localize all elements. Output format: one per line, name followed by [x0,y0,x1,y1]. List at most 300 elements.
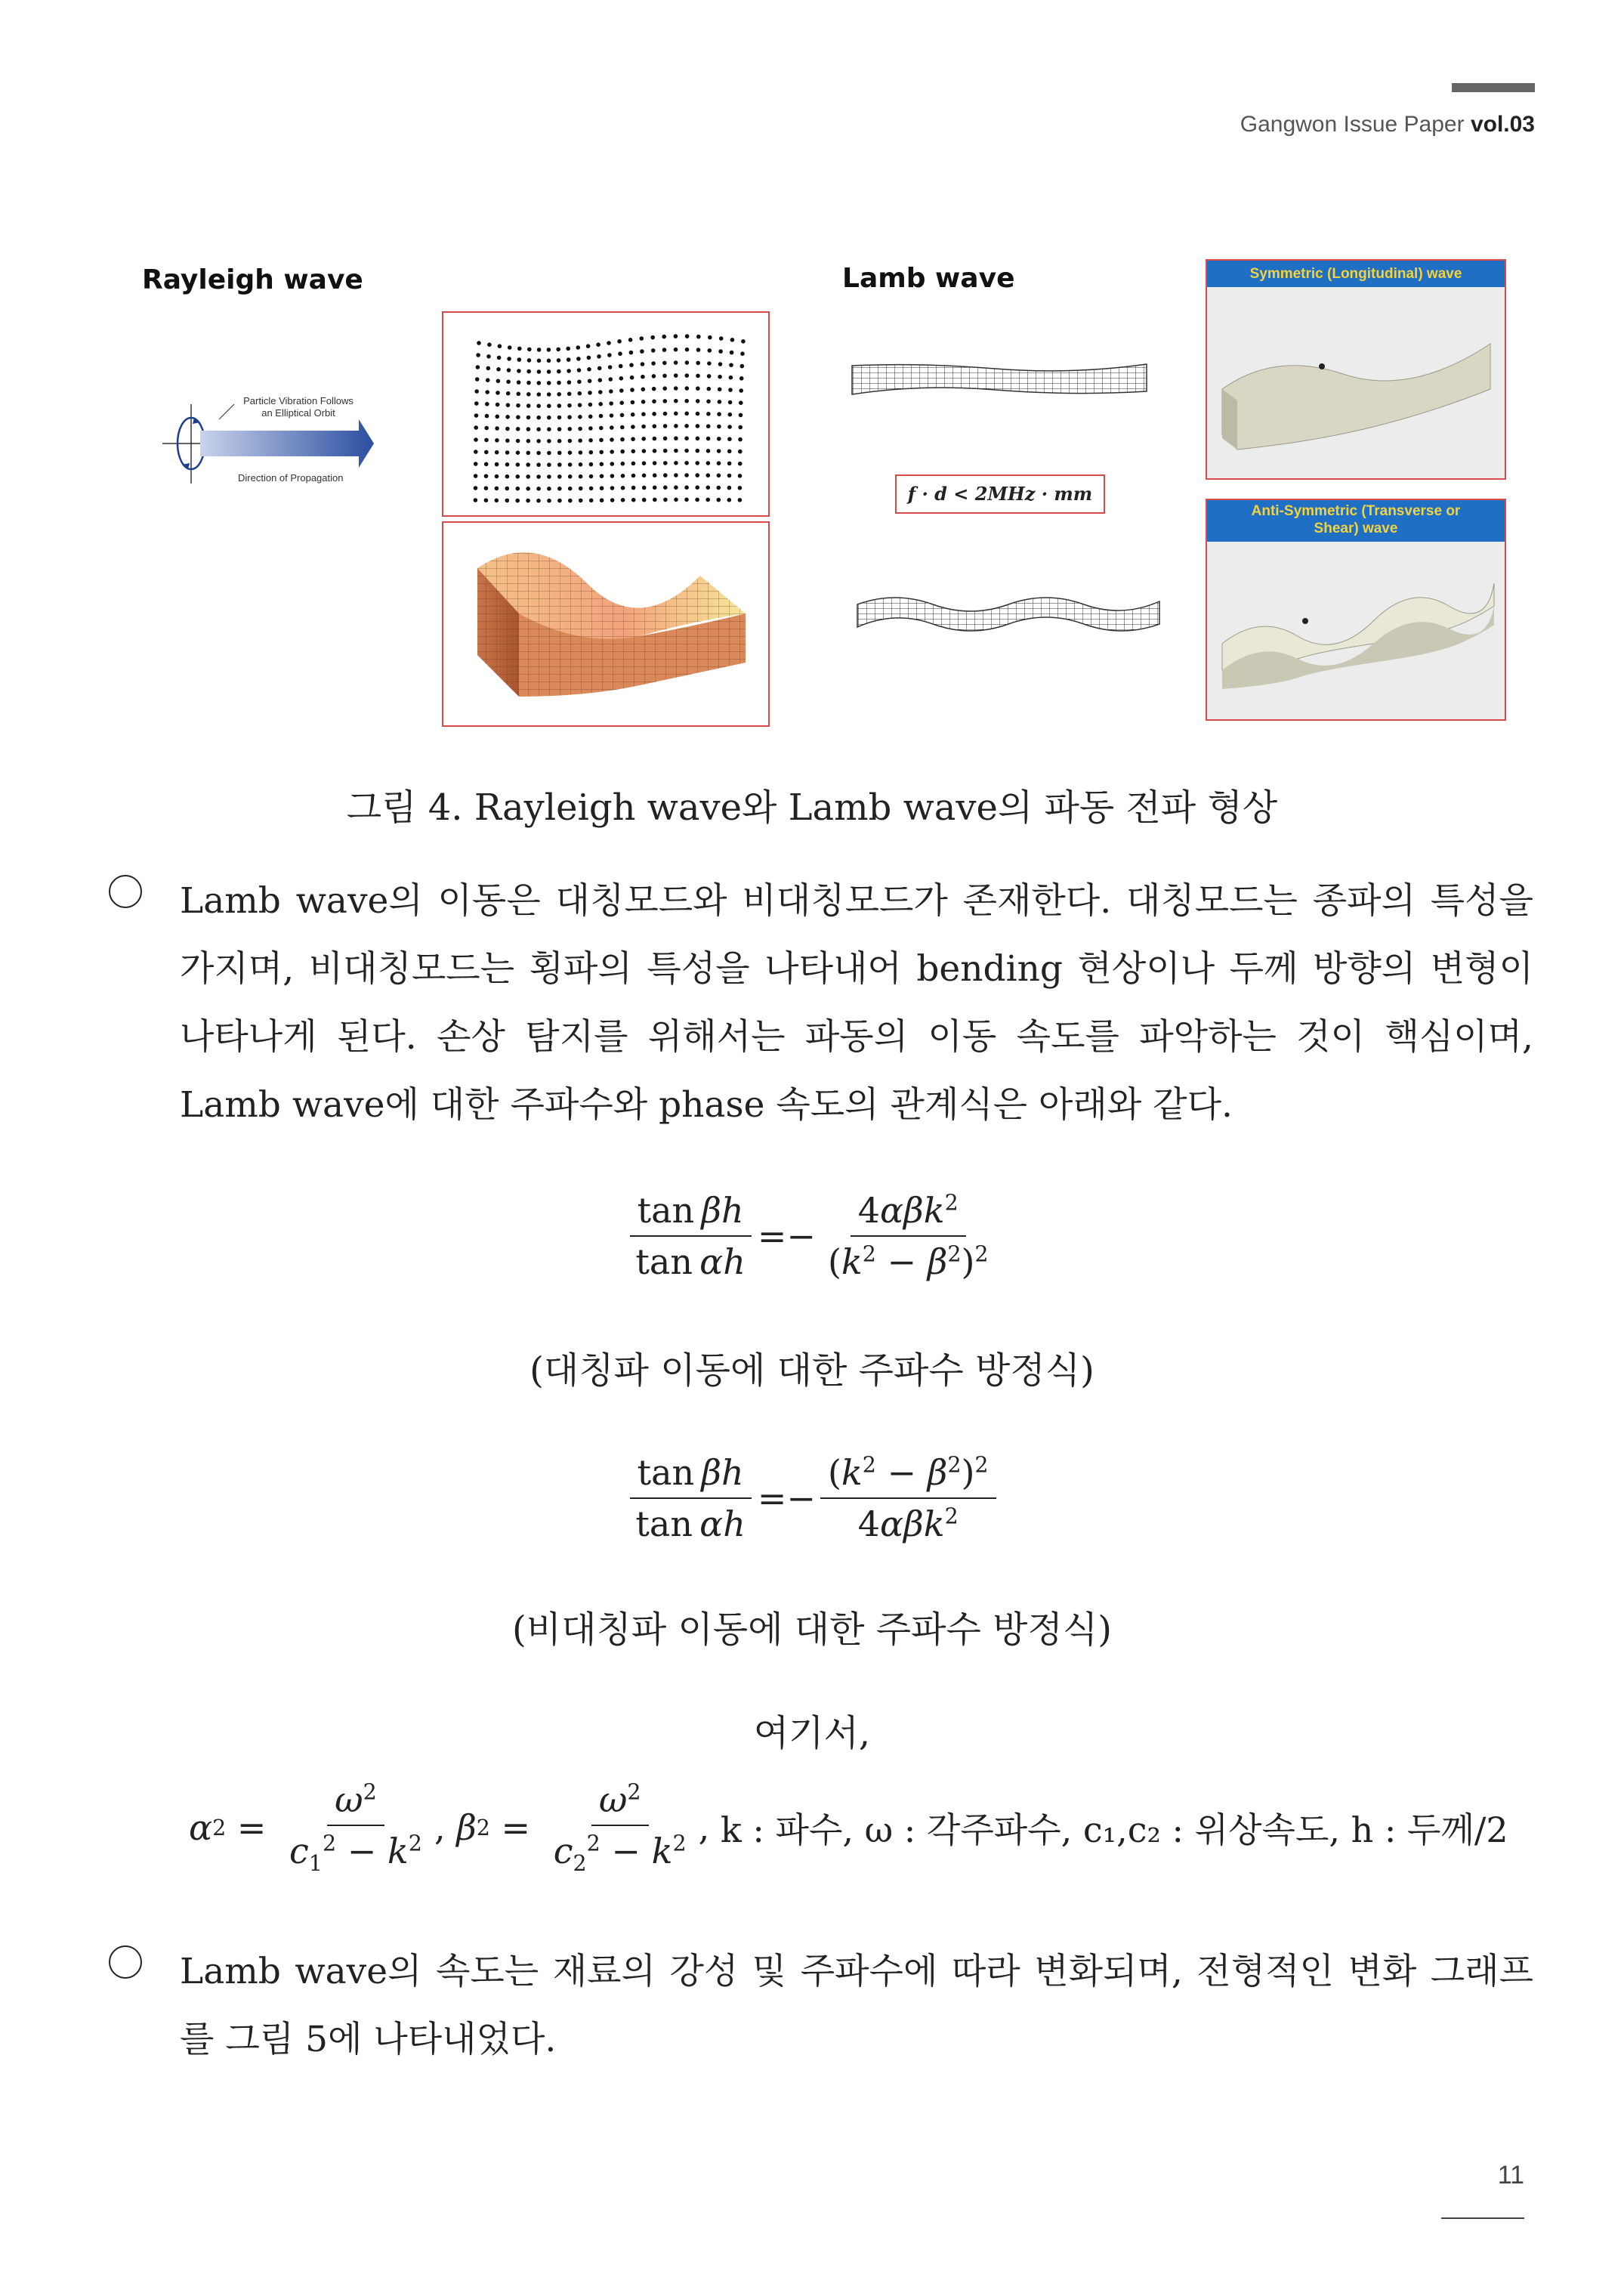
particle-dot [631,437,635,441]
particle-dot [568,427,573,431]
particle-dot [642,498,647,502]
particle-dot [727,474,732,478]
particle-dot [610,486,615,490]
orbit-label-2: an Elliptical Orbit [261,407,335,419]
particle-dot [640,349,644,354]
particle-dot [498,344,502,348]
particle-dot [738,486,743,490]
particle-dot [474,474,478,478]
particle-dot [718,362,723,366]
particle-dot [663,449,668,453]
particle-dot [619,376,624,381]
particle-dot [537,392,542,397]
particle-dot [516,474,520,479]
particle-dot [516,462,520,467]
particle-dot [505,438,510,443]
particle-dot [610,450,614,454]
particle-dot [706,437,711,441]
particle-dot [662,374,667,379]
particle-dot [674,473,678,477]
particle-dot [717,474,721,478]
particle-dot [730,351,734,355]
journal-volume: vol.03 [1470,112,1535,137]
particle-dot [600,498,604,502]
particle-dot [578,415,582,419]
particle-dot [474,413,479,418]
particle-dot [707,374,712,379]
particle-dot [588,379,592,384]
particle-dot [684,436,689,440]
particle-dot [526,462,530,467]
particle-dot [695,498,699,502]
particle-dot [684,498,689,502]
particle-dot [567,357,571,362]
antisymmetric-label-1: Anti-Symmetric (Transverse or [1251,503,1461,519]
particle-dot [685,334,690,338]
particle-dot [557,474,562,479]
particle-dot [484,474,489,478]
particle-dot [505,499,510,503]
particle-dot [727,425,732,429]
particle-dot [707,387,712,391]
particle-dot [516,427,520,431]
particle-dot [652,387,656,391]
propagation-label: Direction of Propagation [238,472,344,484]
running-header [1240,112,1535,138]
particle-dot [589,462,594,467]
def-wavenumber: k : 파수, [720,1809,854,1851]
particle-dot [628,338,633,342]
particle-dot [653,449,657,453]
particle-dot [557,462,562,467]
particle-dot [536,439,541,443]
particle-dot [517,369,521,373]
figure-caption: 그림 4. Rayleigh wave와 Lamb wave의 파동 전파 형상 [346,786,1278,829]
particle-dot [505,415,510,419]
particle-dot [662,335,666,339]
particle-dot [696,348,701,352]
particle-dot [631,400,635,405]
particle-dot [663,399,668,403]
particle-dot [598,390,603,394]
particle-dot [621,462,625,466]
particle-dot [495,450,499,455]
particle-dot [708,348,712,353]
particle-dot [684,449,689,453]
particle-dot [641,388,646,392]
particle-dot [536,427,541,431]
particle-dot [526,451,531,456]
particle-dot [505,427,510,431]
particle-dot [508,345,512,350]
particle-dot [495,462,499,467]
particle-dot [516,439,520,443]
elliptical-orbit-diagram [155,389,427,495]
particle-dot [527,348,532,352]
particle-dot [631,462,636,466]
particle-dot [536,451,541,456]
particle-dot [728,413,733,417]
particle-dot [696,399,700,403]
particle-dot [674,386,678,391]
particle-dot [695,485,699,490]
particle-dot [557,381,561,385]
particle-dot [663,461,668,465]
particle-dot [730,338,735,342]
particle-dot [674,348,678,352]
particle-dot [599,438,604,443]
particle-dot [476,353,480,357]
particle-dot [674,412,678,416]
particle-dot [653,473,657,477]
particle-dot [474,389,479,394]
particle-dot [608,365,613,369]
header-rule [1452,83,1535,92]
particle-dot [515,499,520,503]
particle-dot [609,389,613,394]
particle-dot [495,426,499,431]
particle-dot [495,487,499,491]
particle-dot [485,390,489,394]
particle-dot [718,375,722,379]
particle-dot [641,400,646,404]
particle-dot [631,425,635,429]
particle-dot [476,365,480,369]
particle-dot [706,400,711,404]
particle-dot [610,498,615,502]
particle-dot [727,437,732,441]
particle-dot [629,351,634,355]
particle-dot [619,364,623,369]
particle-dot [589,474,594,479]
particle-dot [557,358,561,363]
particle-dot [621,498,625,502]
particle-dot [706,412,711,416]
particle-dot [567,380,572,385]
particle-dot [579,499,583,503]
particle-dot [717,461,721,465]
particle-dot [705,498,710,502]
particle-dot [484,462,489,467]
particle-dot [557,392,561,397]
particle-dot [685,386,690,391]
particle-dot [557,451,562,456]
particle-dot [557,403,562,408]
particle-dot [516,415,520,419]
particle-dot [651,361,656,366]
particle-dot [727,486,732,490]
particle-dot [696,361,700,366]
particle-dot [547,348,551,352]
particle-dot [505,474,510,479]
particle-dot [619,388,624,393]
particle-dot [684,412,689,416]
particle-dot [587,367,591,372]
particle-dot [717,449,721,453]
particle-dot [474,437,478,442]
particle-dot [674,424,678,428]
particle-dot [641,362,645,366]
particle-dot [506,391,511,396]
particle-dot [567,403,572,408]
particle-dot [653,461,657,465]
lamb-antisymmetric-mesh [850,582,1167,642]
symmetric-wave-panel [1206,259,1506,480]
particle-dot [641,437,646,441]
particle-dot [651,348,656,353]
particle-dot [663,498,668,502]
particle-dot [706,424,711,428]
particle-dot [598,378,603,382]
particle-dot [631,498,636,502]
particle-dot [696,386,700,391]
particle-dot [547,392,551,397]
particle-dot [505,462,510,467]
particle-dot [641,425,646,429]
bullet-circle [109,1945,142,1979]
particle-dot [630,388,634,392]
antisymmetric-label-2: Shear) wave [1314,521,1398,536]
particle-dot [708,335,712,340]
particle-dot [653,486,657,490]
particle-dot [729,375,733,380]
particle-dot [620,425,625,430]
bullet-circle [109,875,142,908]
particle-dot [739,413,743,418]
particle-dot [609,377,613,382]
particle-dot [621,486,625,490]
particle-dot [547,487,551,491]
particle-dot [640,336,644,341]
particle-dot [547,381,551,385]
particle-dot [597,366,602,371]
particle-dot [517,392,521,397]
particle-dot [739,400,743,405]
particle-dot [589,487,594,491]
paragraph-lamb-velocity [113,1938,1533,2074]
footer-rule [1441,2217,1524,2219]
particle-dot [566,347,570,351]
particle-dot [663,437,668,441]
particle-dot [568,450,573,455]
particle-dot [496,415,500,419]
particle-dot [600,462,604,467]
particle-dot [641,412,646,416]
particle-dot [495,438,499,443]
particle-dot [486,378,490,382]
particle-dot [741,339,746,344]
particle-dot [486,354,491,359]
particle-dot [600,474,604,478]
particle-dot [642,474,647,478]
particle-dot [507,357,511,361]
particle-dot [653,437,657,441]
particle-dot [537,381,542,385]
particle-dot [474,401,479,406]
particle-dot [536,474,541,479]
particle-dot [597,354,601,359]
particle-dot [718,400,722,404]
particle-dot [738,498,743,502]
particle-dot [599,450,604,455]
particle-dot [547,359,551,363]
particle-dot [609,401,613,406]
particle-dot [630,375,634,380]
particle-dot [547,451,551,456]
particle-dot [568,474,573,479]
antisymmetric-equation-label: (비대칭파 이동에 대한 주파수 방정식) [511,1608,1112,1651]
particle-dot [717,425,721,429]
particle-dot [696,335,701,339]
particle-dot [568,462,573,467]
particle-dot [674,436,678,440]
particle-dot [695,473,699,477]
particle-dot [607,341,611,345]
particle-dot [526,487,530,491]
particle-dot [516,487,520,491]
particle-dot [526,474,530,479]
particle-dot [496,367,501,372]
particle-dot [610,413,614,418]
particle-dot [587,356,591,360]
particle-dot [599,426,604,431]
particle-dot [684,424,689,428]
particle-dot [641,375,645,379]
particle-dot [547,427,551,431]
particle-dot [536,416,541,420]
particle-dot [729,363,733,367]
particle-dot [516,450,520,455]
particle-dot [507,368,511,372]
particle-dot [685,360,690,365]
particle-dot [620,413,625,418]
particle-dot [556,348,560,352]
particle-dot [674,498,678,502]
particle-dot [497,356,502,360]
where-label: 여기서, [753,1712,871,1754]
lamb-title: Lamb wave [842,263,1015,294]
page-number: 11 [1497,2161,1524,2189]
particle-dot [505,487,510,491]
particle-dot [588,403,593,407]
particle-dot [607,353,612,357]
particle-dot [696,412,700,416]
particle-dot [600,486,604,490]
particle-dot [718,349,723,354]
particle-dot [596,342,601,347]
particle-dot [663,412,668,416]
particle-dot [579,474,583,479]
particle-dot [599,414,604,419]
particle-dot [652,374,656,379]
particle-dot [485,414,489,419]
particle-dot [684,399,689,403]
particle-dot [706,449,711,453]
particle-dot [663,424,668,428]
particle-dot [738,474,743,478]
particle-dot [717,498,721,502]
particle-dot [577,380,582,385]
particle-dot [526,369,531,374]
particle-dot [740,364,745,369]
particle-dot [506,380,511,385]
rayleigh-surface-deformation [442,521,770,727]
particle-dot [477,341,481,345]
particle-dot [486,366,491,371]
particle-dot [631,474,636,478]
paragraph-text: Lamb wave의 이동은 대칭모드와 비대칭모드가 존재한다. 대칭모드는 종파의 특성을 가지며, 비대칭모드는 횡파의 특성을 나타내어 bending 현상이나 두께 방향의 변형이 나타나게 된다. 손상 탐지를 위해서는 파동의 이동 속도를 파악하는 것이 핵심이며, Lamb wave에 대한 주파수와 phase 속도의 관계식은 아래와 같다. [180,880,1533,1126]
particle-dot [727,462,732,466]
particle-dot [578,391,582,396]
def-angular-frequency: ω : 각주파수, [864,1809,1073,1851]
particle-dot [588,438,593,443]
particle-dot [586,344,591,348]
particle-dot [588,426,593,431]
particle-dot [684,473,689,477]
particle-dot [474,450,478,454]
lamb-symmetric-mesh [844,357,1154,402]
particle-dot [547,416,551,420]
particle-dot [495,474,499,479]
particle-dot [578,403,582,407]
particle-dot [496,403,500,407]
particle-dot [496,391,500,395]
rayleigh-title: Rayleigh wave [142,264,363,295]
particle-dot [536,462,541,467]
particle-dot [738,450,743,454]
particle-dot [610,425,614,430]
journal-name: Gangwon Issue Paper [1240,112,1465,137]
particle-dot [526,416,531,420]
particle-dot [557,499,562,503]
particle-dot [685,373,690,378]
particle-dot [707,361,712,366]
particle-dot [718,388,722,392]
particle-dot [567,392,572,397]
particle-dot [674,334,678,338]
particle-dot [567,369,571,373]
particle-dot [696,374,700,379]
particle-dot [526,427,531,431]
particle-dot [696,424,700,428]
particle-dot [496,379,501,384]
particle-dot [674,373,678,378]
particle-dot [706,461,711,465]
particle-dot [526,439,531,443]
particle-dot [536,404,541,409]
particle-dot [526,381,531,385]
particle-dot [631,486,636,490]
particle-dot [578,438,582,443]
particle-dot [557,439,562,443]
particle-dot [663,473,668,477]
paragraph-text: Lamb wave의 속도는 재료의 강성 및 주파수에 따라 변화되며, 전형적인 변화 그래프를 그림 5에 나타내었다. [180,1951,1533,2060]
particle-dot [739,388,743,393]
particle-dot [537,348,542,352]
particle-dot [568,487,573,491]
particle-dot [650,335,655,340]
particle-dot [588,391,592,395]
particle-dot [567,415,572,419]
particle-dot [618,351,622,356]
particle-dot [474,498,478,502]
particle-dot [598,402,603,406]
paragraph-lamb-modes [113,867,1533,1139]
particle-dot [547,404,551,409]
particle-dot [537,359,542,363]
particle-dot [696,449,700,453]
particle-dot [547,499,551,503]
